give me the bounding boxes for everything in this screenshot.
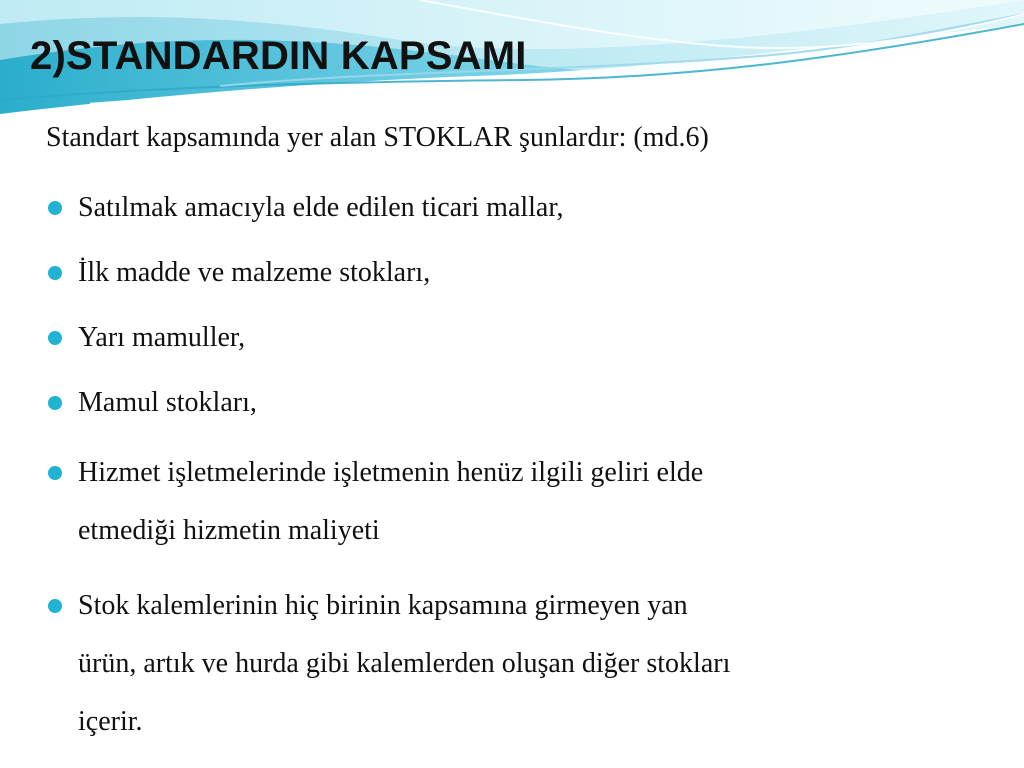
bullet-item	[48, 314, 948, 362]
bullet-text-line: Stok kalemlerinin hiç birinin kapsamına girmeyen yan	[78, 590, 688, 621]
slide-title: 2)STANDARDIN KAPSAMI	[30, 34, 527, 78]
bullet-text: Satılmak amacıyla elde edilen ticari mallar,	[78, 192, 564, 223]
bullet-text-line: Hizmet işletmelerinde işletmenin henüz ilgili geliri elde	[78, 457, 704, 488]
bullet-icon	[48, 266, 62, 280]
bullet-text: Yarı mamuller,	[78, 322, 246, 353]
bullet-item	[48, 184, 948, 232]
bullet-item	[48, 379, 948, 427]
bullet-text-line: içerir.	[78, 706, 143, 737]
bullet-text: Mamul stokları,	[78, 387, 257, 418]
bullet-icon	[48, 331, 62, 345]
bullet-item	[48, 577, 948, 751]
bullet-text: İlk madde ve malzeme stokları,	[78, 257, 431, 288]
bullet-icon	[48, 599, 62, 613]
bullet-text-line: ürün, artık ve hurda gibi kalemlerden oluşan diğer stokları	[78, 648, 731, 679]
bullet-item	[48, 249, 948, 297]
bullet-icon	[48, 201, 62, 215]
bullet-icon	[48, 466, 62, 480]
bullet-icon	[48, 396, 62, 410]
bullet-text-line: etmediği hizmetin maliyeti	[78, 515, 380, 546]
bullet-list	[48, 184, 948, 768]
intro-text: Standart kapsamında yer alan STOKLAR şunlardır: (md.6)	[46, 122, 709, 153]
bullet-item	[48, 444, 948, 560]
